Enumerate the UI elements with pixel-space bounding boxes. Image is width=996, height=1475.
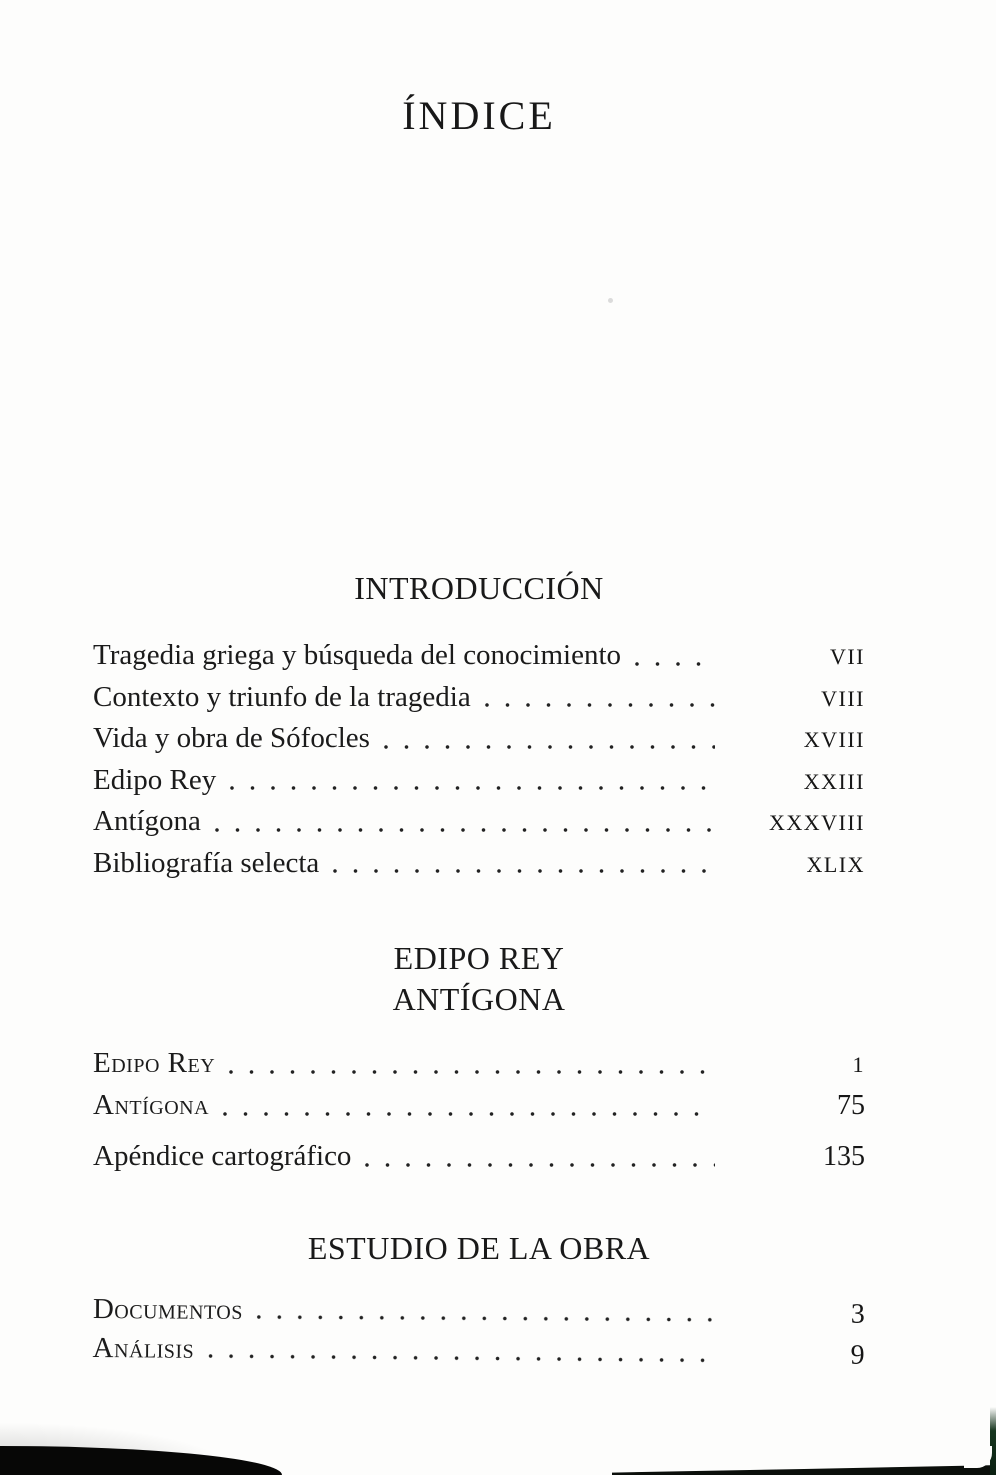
toc-page-number: VII <box>829 644 865 669</box>
toc-label: Documentos <box>92 1292 244 1326</box>
section-heading-introduccion: INTRODUCCIÓN <box>354 570 604 606</box>
toc-row <box>93 759 865 801</box>
toc-list-estudio <box>93 1288 865 1373</box>
dotted-leader <box>365 1160 715 1170</box>
toc-page-number: XXXVIII <box>768 810 865 835</box>
dotted-leader <box>333 866 715 876</box>
dotted-leader <box>485 700 715 710</box>
page-title: ÍNDICE <box>402 93 556 138</box>
toc-row <box>93 1135 865 1177</box>
section-heading-line: EDIPO REY <box>393 940 565 976</box>
dotted-leader <box>230 783 715 793</box>
toc-row <box>92 1327 864 1374</box>
toc-list-obras <box>93 1042 865 1177</box>
dotted-leader <box>229 1067 715 1077</box>
toc-page-number: XVIII <box>803 727 865 752</box>
toc-page-number: XLIX <box>806 851 865 877</box>
toc-row <box>93 842 865 884</box>
toc-page-number: 1 <box>852 1052 865 1077</box>
toc-label: Apéndice cartográfico <box>93 1140 352 1172</box>
toc-row <box>93 676 865 718</box>
scan-edge-bottom <box>612 1464 996 1475</box>
toc-row <box>93 1288 865 1333</box>
toc-label: Vida y obra de Sófocles <box>93 722 370 754</box>
toc-list-introduccion <box>93 634 865 883</box>
toc-label: Edipo Rey <box>93 1047 216 1079</box>
toc-label: Análisis <box>92 1331 195 1365</box>
toc-label: Bibliografía selecta <box>93 846 320 879</box>
toc-row <box>93 1084 865 1126</box>
toc-label: Tragedia griega y búsqueda del conocimiento <box>93 639 622 671</box>
page-rounded-corner <box>964 1446 992 1468</box>
toc-page-number: VIII <box>821 685 865 711</box>
toc-row <box>93 800 865 842</box>
dotted-leader <box>215 825 715 835</box>
scan-speck <box>608 298 613 303</box>
dotted-leader <box>635 659 715 669</box>
dotted-leader <box>223 1109 715 1119</box>
toc-label: Contexto y triunfo de la tragedia <box>93 680 471 713</box>
toc-page-number: XXIII <box>803 768 865 794</box>
toc-label: Edipo Rey <box>93 763 217 796</box>
section-heading-estudio: ESTUDIO DE LA OBRA <box>307 1230 651 1266</box>
toc-page-number: 3 <box>850 1298 865 1330</box>
toc-page-number: 75 <box>837 1090 865 1121</box>
toc-row <box>93 634 865 676</box>
toc-row <box>93 717 865 759</box>
toc-page-number: 9 <box>850 1339 865 1371</box>
dotted-leader <box>208 1351 714 1365</box>
section-heading-obras <box>93 938 865 1020</box>
toc-page-number: 135 <box>823 1141 865 1172</box>
dotted-leader <box>257 1312 715 1325</box>
scan-edge-right <box>990 1407 996 1475</box>
toc-row <box>93 1042 865 1084</box>
toc-label: Antígona <box>93 805 201 837</box>
section-heading-line: ANTÍGONA <box>392 981 566 1017</box>
toc-label: Antígona <box>93 1089 210 1121</box>
dotted-leader <box>384 742 715 752</box>
